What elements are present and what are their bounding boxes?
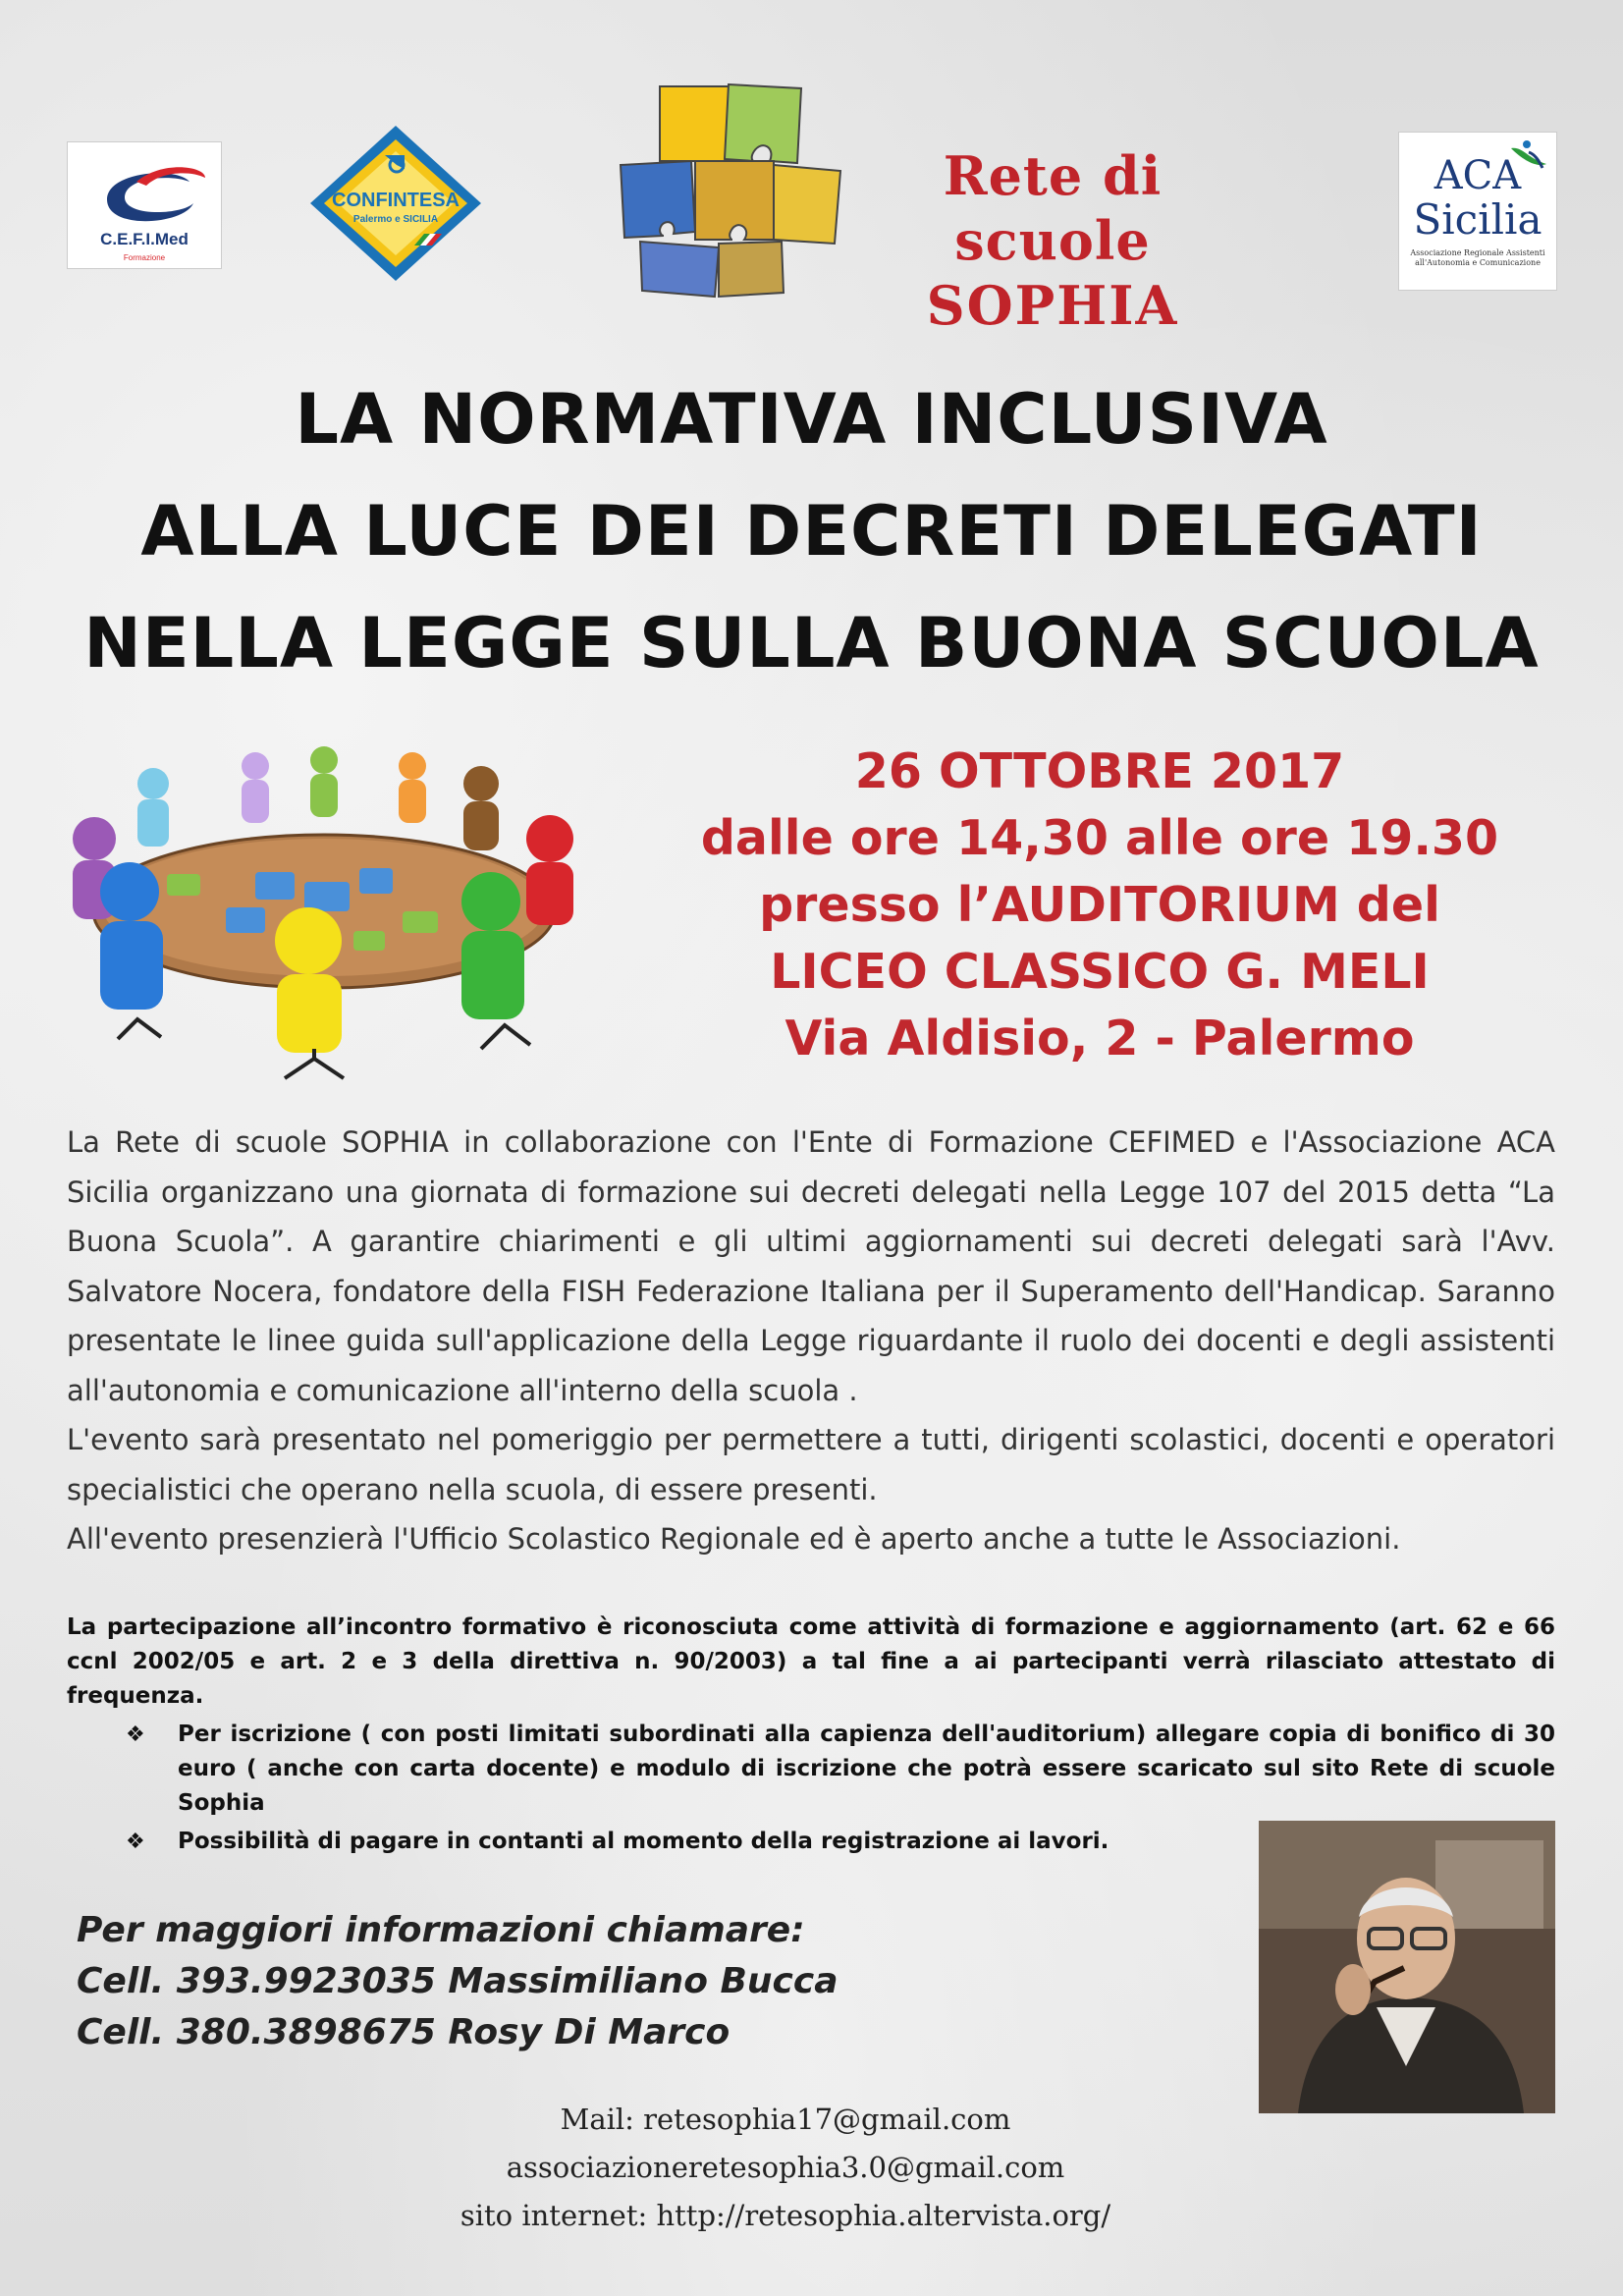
round-table-illustration	[59, 744, 589, 1098]
event-date: 26 OTTOBRE 2017	[854, 743, 1345, 799]
speaker-photo	[1259, 1821, 1555, 2113]
description-paragraph-1: La Rete di scuole SOPHIA in collaborazione con l'Ente di Formazione CEFIMED e l'Associazione ACA Sicilia organizzano una giornata di formazione sui decreti delegati nella Legge 107 del 2015 detta “La Buona Scuola”. A garantire chiarimenti e gli ultimi aggiornamenti sui decreti delegati sarà l'Avv. Salvatore Nocera, fondatore della FISH Federazione Italiana per il Superamento dell'Handicap. Saranno presentate le linee guida sull'applicazione della Legge riguardante il ruolo dei docenti e degli assistenti all'autonomia e comunicazione all'interno della scuola .	[67, 1125, 1555, 1407]
bullet-text-2: Possibilità di pagare in contanti al momento della registrazione ai lavori.	[178, 1829, 1109, 1854]
mail-line-1[interactable]: Mail: retesophia17@gmail.com	[560, 2103, 1011, 2136]
sophia-logo-line2: SOPHIA	[926, 274, 1179, 337]
cefimed-logo-graphic	[68, 142, 221, 268]
aca-figure-icon	[1507, 138, 1552, 174]
title-line-1: LA NORMATIVA INCLUSIVA	[295, 379, 1328, 460]
description	[67, 1118, 1555, 1564]
main-title	[0, 363, 1623, 699]
sophia-logo-text	[856, 143, 1249, 337]
contact-line-2: Cell. 380.3898675 Rosy Di Marco	[77, 2012, 730, 2052]
sophia-logo-line1: Rete di scuole	[943, 144, 1163, 272]
mail-line-2[interactable]: associazioneretesophia3.0@gmail.com	[506, 2151, 1065, 2184]
title-line-3: NELLA LEGGE SULLA BUONA SCUOLA	[83, 603, 1540, 683]
aca-sicilia-logo	[1398, 132, 1557, 291]
diamond-bullet-icon: ❖	[126, 1830, 145, 1854]
event-address: Via Aldisio, 2 - Palermo	[784, 1011, 1415, 1066]
confintesa-logo	[306, 122, 485, 285]
event-venue-line1: presso l’AUDITORIUM del	[759, 877, 1440, 933]
aca-line1: ACA	[1434, 153, 1522, 198]
cefimed-name: C.E.F.I.Med	[100, 230, 189, 248]
confintesa-logo-graphic	[306, 122, 485, 285]
title-line-2: ALLA LUCE DEI DECRETI DELEGATI	[140, 491, 1483, 572]
contacts-heading: Per maggiori informazioni chiamare:	[77, 1910, 805, 1950]
event-venue-line2: LICEO CLASSICO G. MELI	[770, 944, 1430, 1000]
aca-sub-line2: all'Autonomia e Comunicazione	[1415, 258, 1541, 267]
event-details	[609, 738, 1591, 1072]
cefimed-logo	[67, 141, 222, 269]
cefimed-sub: Formazione	[123, 253, 166, 262]
event-time: dalle ore 14,30 alle ore 19.30	[700, 810, 1499, 866]
aca-line2: Sicilia	[1413, 195, 1542, 244]
website-line[interactable]: sito internet: http://retesophia.altervista.org/	[460, 2199, 1111, 2232]
mail-info	[295, 2096, 1276, 2240]
contacts	[77, 1905, 1058, 2058]
confintesa-name: CONFINTESA	[332, 190, 460, 211]
description-paragraph-3: All'evento presenzierà l'Ufficio Scolastico Regionale ed è aperto anche a tutte le Associazioni.	[67, 1522, 1401, 1556]
puzzle-logo-icon	[601, 77, 856, 304]
diamond-bullet-icon: ❖	[126, 1722, 145, 1747]
bullet-item	[67, 1718, 1555, 1821]
contact-line-1: Cell. 393.9923035 Massimiliano Bucca	[77, 1961, 839, 2001]
aca-sub-line1: Associazione Regionale Assistenti	[1410, 248, 1545, 257]
participation-text: La partecipazione all’incontro formativo è riconosciuta come attività di formazione e aggiornamento (art. 62 e 66 ccnl 2002/05 e art. 2 e 3 della direttiva n. 90/2003) a tal fine a ai partecipanti verrà rilasciato attestato di frequenza.	[67, 1614, 1555, 1709]
bullet-text-1: Per iscrizione ( con posti limitati subordinati alla capienza dell'auditorium) allegare copia di bonifico di 30 euro ( anche con carta docente) e modulo di iscrizione che potrà essere scaricato sul sito Rete di scuole Sophia	[178, 1722, 1555, 1816]
description-paragraph-2: L'evento sarà presentato nel pomeriggio per permettere a tutti, dirigenti scolastici, docenti e operatori specialistici che operano nella scuola, di essere presenti.	[67, 1423, 1555, 1506]
confintesa-sub: Palermo e SICILIA	[352, 214, 439, 225]
